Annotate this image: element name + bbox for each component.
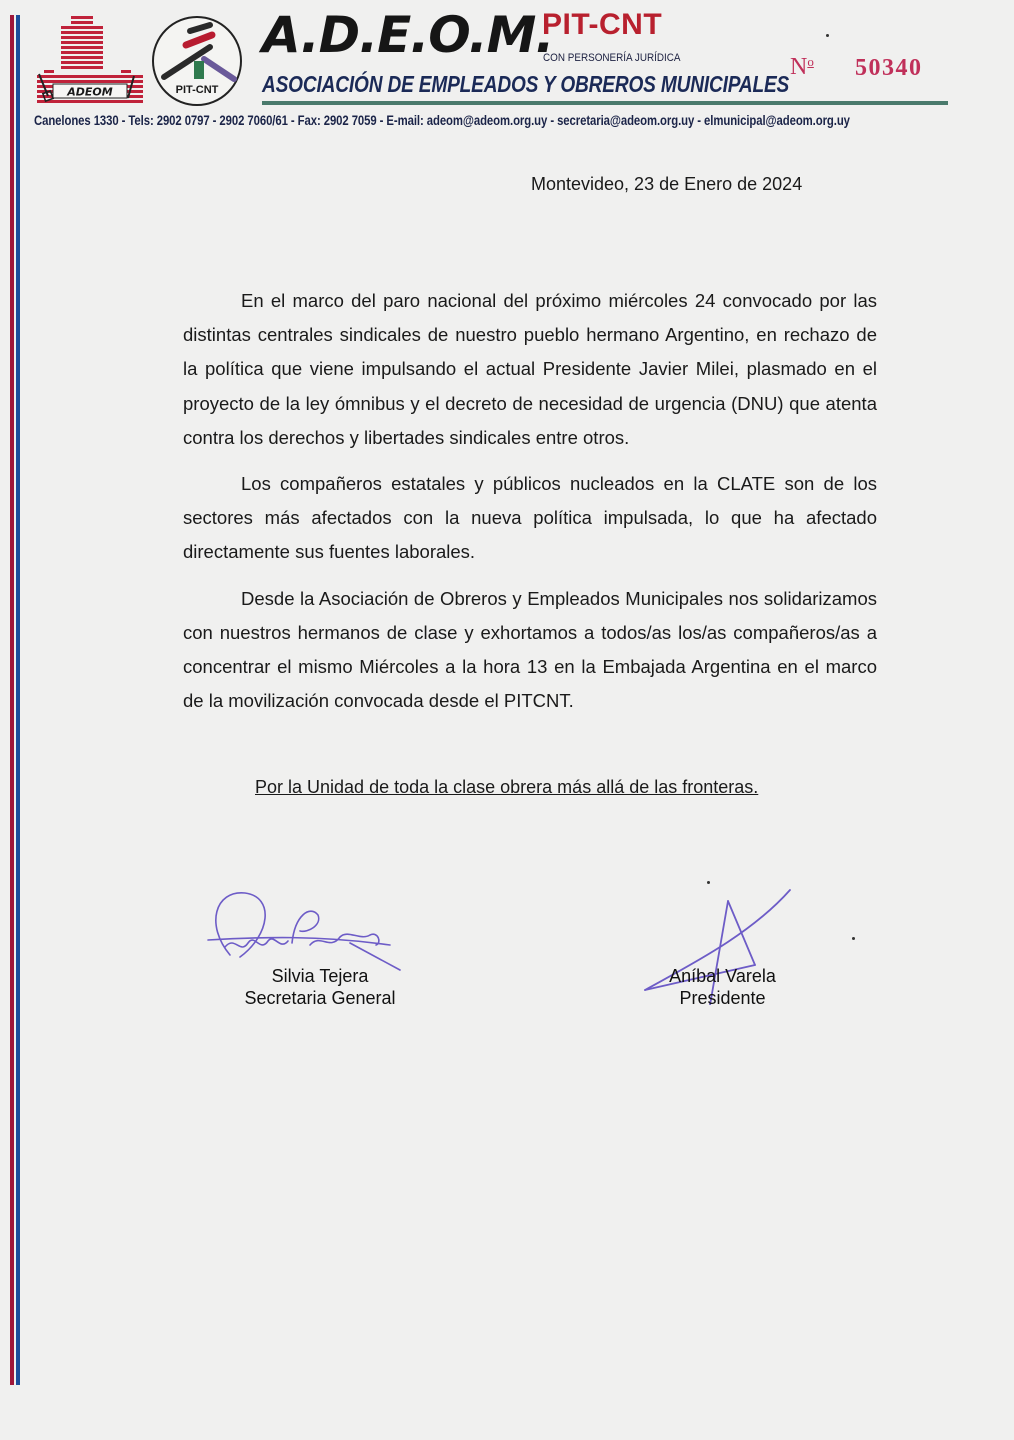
ink-speck xyxy=(826,34,829,37)
organization-name: ASOCIACIÓN DE EMPLEADOS Y OBREROS MUNICIPALES xyxy=(262,71,790,97)
signatory-name: Silvia Tejera xyxy=(271,966,369,986)
brand-wordmark: A.D.E.O.M. xyxy=(262,6,554,64)
paragraph: Los compañeros estatales y públicos nucleados en la CLATE son de los sectores más afectados con la nueva política impulsada, lo que ha afectado directamente sus fuentes laborales. xyxy=(183,473,877,563)
svg-text:PIT-CNT: PIT-CNT xyxy=(175,84,219,96)
svg-text:ADEOM: ADEOM xyxy=(67,85,113,99)
legal-status: CON PERSONERÍA JURÍDICA xyxy=(543,52,681,64)
closing-slogan: Por la Unidad de toda la clase obrera más allá de las fronteras. xyxy=(255,777,759,797)
paragraph: En el marco del paro nacional del próximo miércoles 24 convocado por las distintas centrales sindicales de nuestro pueblo hermano Argentino, en rechazo de la política que viene impulsando el actual Presidente Javier Milei, plasmado en el proyecto de la ley ómnibus y el decreto de necesidad de urgencia (DNU) que atenta contra los derechos y libertades sindicales entre otros. xyxy=(183,290,877,448)
serial-number-label: $N^o$ xyxy=(790,54,814,80)
signatory-right xyxy=(650,965,795,1009)
paragraph: Desde la Asociación de Obreros y Empleados Municipales nos solidarizamos con nuestros hermanos de clase y exhortamos a todos/as los/as compañeros/as a concentrar el mismo Miércoles a la hora 13 en la Embajada Argentina en el marco de la movilización convocada desde el PITCNT. xyxy=(183,587,877,712)
letter-body xyxy=(183,284,877,730)
contact-line: Canelones 1330 - Tels: 2902 0797 - 2902 7060/61 - Fax: 2902 7059 - E-mail: adeom@adeom.org.uy - secretaria@adeom.org.uy - elmunicipal@adeom.org.uy xyxy=(34,112,850,128)
serial-number: 50340 xyxy=(855,55,923,81)
signatory-name: Aníbal Varela xyxy=(669,966,776,986)
blue-border-stripe xyxy=(16,15,20,1385)
ink-speck xyxy=(707,881,710,884)
signatory-left xyxy=(230,965,410,1009)
signatory-role: Presidente xyxy=(679,988,766,1008)
header-rule xyxy=(262,101,948,105)
red-border-stripe xyxy=(10,15,14,1385)
pit-cnt-logo-icon xyxy=(150,15,244,107)
ink-speck xyxy=(852,937,855,940)
adeom-logo-icon xyxy=(34,14,146,104)
letter-date: Montevideo, 23 de Enero de 2024 xyxy=(531,174,803,194)
federation-title: PIT-CNT xyxy=(542,8,663,41)
signatory-role: Secretaria General xyxy=(244,988,396,1008)
